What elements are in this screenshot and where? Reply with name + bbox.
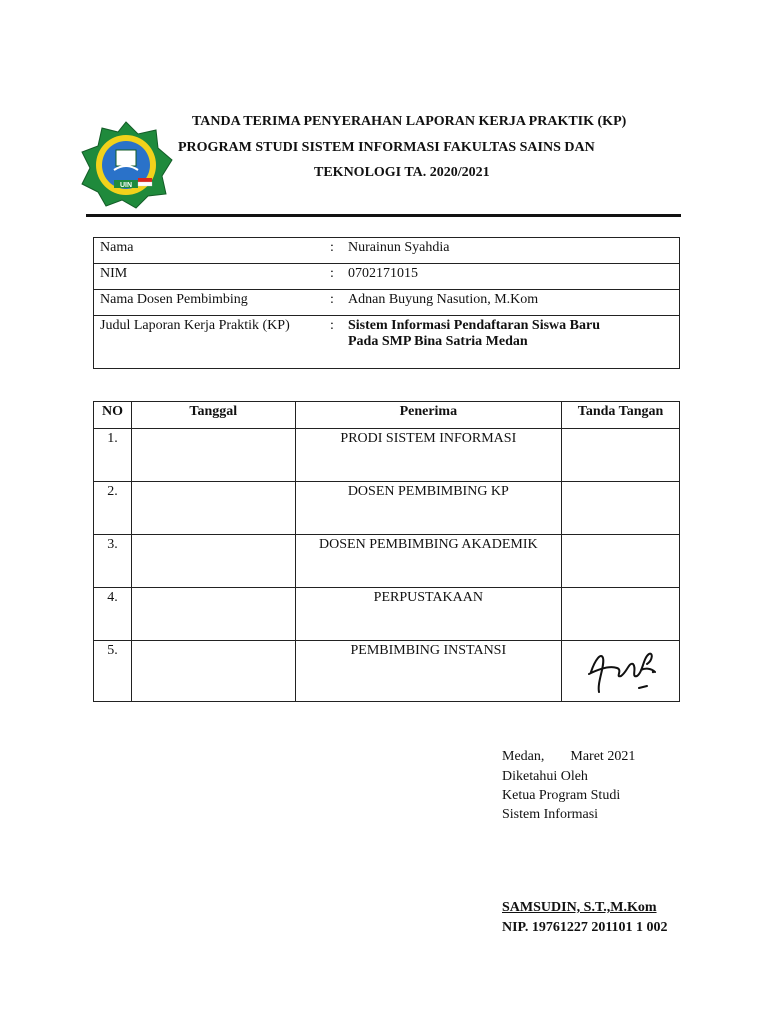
- row-tanggal: [131, 535, 295, 588]
- col-header-tanda-tangan: Tanda Tangan: [562, 402, 680, 429]
- university-logo: [78, 120, 174, 210]
- row-tanggal: [131, 641, 295, 702]
- row-tanggal: [131, 588, 295, 641]
- signatory-name: SAMSUDIN, S.T.,M.Kom: [502, 900, 657, 915]
- info-colon: :: [324, 316, 342, 369]
- info-label: Nama: [94, 238, 325, 264]
- row-tanggal: [131, 482, 295, 535]
- row-signature: [562, 535, 680, 588]
- date: Maret 2021: [570, 749, 636, 764]
- info-colon: :: [324, 264, 342, 290]
- row-signature: [562, 482, 680, 535]
- info-value: Nurainun Syahdia: [342, 238, 680, 264]
- col-header-tanggal: Tanggal: [131, 402, 295, 429]
- col-header-penerima: Penerima: [295, 402, 562, 429]
- header-divider: [86, 214, 681, 217]
- row-penerima: PEMBIMBING INSTANSI: [295, 641, 562, 702]
- info-value: [342, 316, 680, 369]
- place: Medan,: [502, 749, 545, 764]
- info-row-nim: [94, 264, 680, 290]
- handwritten-signature: [581, 642, 661, 698]
- title-line-1: TANDA TERIMA PENYERAHAN LAPORAN KERJA PRAKTIK (KP): [192, 114, 627, 129]
- judul-line-1: Sistem Informasi Pendaftaran Siswa Baru: [348, 318, 601, 333]
- judul-line-2: Pada SMP Bina Satria Medan: [348, 334, 528, 349]
- row-no: 4.: [94, 588, 132, 641]
- signing-place-date: [502, 747, 635, 766]
- title-line-2: PROGRAM STUDI SISTEM INFORMASI FAKULTAS SAINS DAN: [178, 140, 595, 155]
- row-signature: [562, 429, 680, 482]
- department: Sistem Informasi: [502, 807, 599, 822]
- info-colon: :: [324, 238, 342, 264]
- info-row-dosen: [94, 290, 680, 316]
- info-label: NIM: [94, 264, 325, 290]
- receipt-header-row: [94, 402, 680, 429]
- row-penerima: PERPUSTAKAAN: [295, 588, 562, 641]
- title-line-3: TEKNOLOGI TA. 2020/2021: [314, 165, 490, 180]
- info-row-judul: [94, 316, 680, 369]
- row-no: 2.: [94, 482, 132, 535]
- acknowledged-by: Diketahui Oleh: [502, 769, 588, 784]
- row-signature: [562, 588, 680, 641]
- student-info-table: [93, 237, 680, 369]
- row-no: 5.: [94, 641, 132, 702]
- row-penerima: DOSEN PEMBIMBING AKADEMIK: [295, 535, 562, 588]
- row-no: 3.: [94, 535, 132, 588]
- info-label: Nama Dosen Pembimbing: [94, 290, 325, 316]
- row-signature: [562, 641, 680, 702]
- col-header-no: NO: [94, 402, 132, 429]
- row-penerima: DOSEN PEMBIMBING KP: [295, 482, 562, 535]
- table-row: [94, 535, 680, 588]
- row-tanggal: [131, 429, 295, 482]
- logo-text: UIN: [119, 182, 133, 189]
- signatory-nip: NIP. 19761227 201101 1 002: [502, 920, 668, 935]
- info-row-nama: [94, 238, 680, 264]
- row-no: 1.: [94, 429, 132, 482]
- table-row: [94, 588, 680, 641]
- info-value: 0702171015: [342, 264, 680, 290]
- table-row: [94, 482, 680, 535]
- info-colon: :: [324, 290, 342, 316]
- row-penerima: PRODI SISTEM INFORMASI: [295, 429, 562, 482]
- table-row: [94, 641, 680, 702]
- receipt-table: [93, 401, 680, 702]
- info-value: Adnan Buyung Nasution, M.Kom: [342, 290, 680, 316]
- position-title: Ketua Program Studi: [502, 788, 621, 803]
- table-row: [94, 429, 680, 482]
- info-label: Judul Laporan Kerja Praktik (KP): [94, 316, 325, 369]
